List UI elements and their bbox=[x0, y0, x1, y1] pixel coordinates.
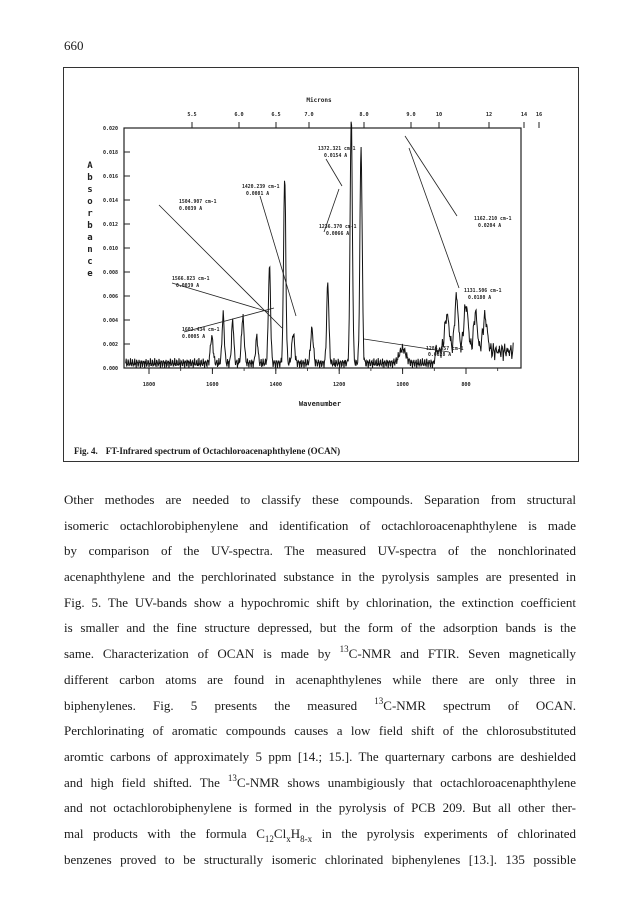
y-tick-label: 0.016 bbox=[102, 174, 118, 180]
svg-text:1131.506 cm-1: 1131.506 cm-1 bbox=[464, 289, 502, 294]
y-axis-letter: c bbox=[87, 257, 93, 267]
y-axis-letter: e bbox=[87, 269, 93, 279]
svg-text:0.0005 A: 0.0005 A bbox=[182, 335, 206, 340]
top-tick-label: 8.0 bbox=[359, 112, 369, 118]
y-tick-label: 0.018 bbox=[102, 150, 118, 156]
y-axis-letter: o bbox=[87, 197, 93, 207]
y-tick-label: 0.008 bbox=[102, 270, 118, 276]
x-tick-label: 1600 bbox=[206, 382, 219, 388]
y-axis-letter: a bbox=[87, 233, 93, 243]
top-tick-label: 12 bbox=[485, 112, 493, 118]
x-tick-label: 1800 bbox=[142, 382, 156, 388]
annotation-1602 bbox=[182, 327, 220, 340]
y-tick-label: 0.006 bbox=[102, 294, 118, 300]
y-axis-letter: r bbox=[87, 209, 93, 219]
y-axis-letter: s bbox=[87, 185, 93, 195]
top-axis-title: Microns bbox=[306, 97, 332, 104]
y-axis-ticks bbox=[103, 126, 130, 372]
svg-text:0.0204 A: 0.0204 A bbox=[478, 224, 502, 229]
x-tick-label: 1000 bbox=[396, 382, 409, 388]
text-line: Fig. 5. The UV-bands show a hypochromic shift by chlorination, the extinction coefficient bbox=[64, 594, 576, 610]
figure-caption-text: FT-Infrared spectrum of Octachloroacenaphthylene (OCAN) bbox=[105, 446, 341, 456]
top-axis-ticks bbox=[187, 112, 542, 128]
text-line: mal products with the formula $C_{12}Cl_xH_{8-x}$ in the pyrolysis experiments of chlorinated bbox=[64, 825, 576, 844]
y-tick-label: 0.020 bbox=[102, 126, 118, 132]
text-line: and high field shifted. The $^{13}$C-NMR shows unambigiously that octachloroacenaphthylene bbox=[64, 772, 577, 790]
svg-text:0.0028 A: 0.0028 A bbox=[428, 353, 452, 358]
svg-text:0.0154 A: 0.0154 A bbox=[324, 154, 348, 159]
y-tick-label: 0.010 bbox=[102, 246, 118, 252]
x-tick-label: 1200 bbox=[332, 382, 346, 388]
y-axis-label bbox=[87, 161, 93, 279]
annotation-1372 bbox=[318, 146, 356, 159]
svg-text:1372.321 cm-1: 1372.321 cm-1 bbox=[318, 147, 356, 152]
x-tick-label: 800 bbox=[461, 382, 471, 388]
x-axis-ticks bbox=[143, 368, 498, 388]
annotation-1131 bbox=[464, 288, 502, 301]
y-axis-letter: b bbox=[87, 221, 93, 231]
svg-text:0.0039 A: 0.0039 A bbox=[176, 284, 200, 289]
text-line: benzenes proved to be structurally isomeric chlorinated biphenylenes [13.]. 135 possible bbox=[64, 851, 576, 867]
top-tick-label: 14 bbox=[520, 112, 528, 118]
x-tick-label: 1400 bbox=[269, 382, 283, 388]
y-tick-label: 0.000 bbox=[102, 366, 118, 372]
page-number: 660 bbox=[64, 38, 84, 53]
text-line: Other methodes are needed to classify these compounds. Separation from structural bbox=[64, 492, 576, 507]
svg-text:0.0081 A: 0.0081 A bbox=[246, 192, 270, 197]
body-paragraph bbox=[64, 487, 576, 872]
svg-text:1236.370 cm-1: 1236.370 cm-1 bbox=[319, 225, 357, 230]
svg-text:0.0180 A: 0.0180 A bbox=[468, 296, 492, 301]
y-axis-letter: A bbox=[87, 161, 93, 171]
annotation-1420 bbox=[242, 184, 280, 197]
figure-frame bbox=[63, 67, 579, 462]
text-line: and not octachlorobiphenylene is formed in the pyrolysis of PCB 209. But all other ther- bbox=[64, 800, 576, 816]
annotation-leaders bbox=[159, 136, 459, 352]
svg-text:1286.657 cm-1: 1286.657 cm-1 bbox=[426, 347, 464, 352]
text-line: by comparison of the UV-spectra. The measured UV-spectra of the nonchlorinated bbox=[64, 543, 576, 559]
text-line: acenaphthylene and the perchlorinated substance in the pyrolysis samples are presented in bbox=[64, 569, 576, 585]
figure-caption bbox=[74, 446, 340, 456]
top-tick-label: 5.5 bbox=[187, 112, 197, 118]
top-tick-label: 9.0 bbox=[406, 112, 416, 118]
ir-spectrum-figure bbox=[64, 68, 580, 463]
y-axis-letter: b bbox=[87, 173, 93, 183]
annotation-1566 bbox=[172, 276, 210, 289]
svg-text:1420.239 cm-1: 1420.239 cm-1 bbox=[242, 185, 280, 190]
y-tick-label: 0.002 bbox=[102, 342, 118, 348]
annotation-1504 bbox=[179, 199, 217, 212]
y-axis-letter: n bbox=[87, 245, 93, 255]
figure-label: Fig. 4. bbox=[74, 446, 98, 456]
svg-text:1566.823 cm-1: 1566.823 cm-1 bbox=[172, 277, 210, 282]
y-tick-label: 0.012 bbox=[102, 222, 118, 228]
top-tick-label: 16 bbox=[535, 112, 543, 118]
svg-text:0.0039 A: 0.0039 A bbox=[179, 207, 203, 212]
y-tick-label: 0.014 bbox=[102, 198, 118, 204]
top-tick-label: 6.0 bbox=[234, 112, 244, 118]
annotation-1286 bbox=[426, 346, 464, 358]
svg-text:1162.210 cm-1: 1162.210 cm-1 bbox=[474, 217, 512, 222]
top-tick-label: 6.5 bbox=[271, 112, 281, 118]
text-line: is smaller and the fine structure depressed, but the form of the adsorption bands is the bbox=[64, 620, 576, 636]
x-axis-label: Wavenumber bbox=[298, 400, 342, 408]
svg-text:1602.434 cm-1: 1602.434 cm-1 bbox=[182, 328, 220, 333]
svg-text:0.0066 A: 0.0066 A bbox=[326, 232, 350, 237]
top-tick-label: 10 bbox=[435, 112, 443, 118]
text-line: isomeric octachlorobiphenylene and identification of octachloroacenaphthylene is made bbox=[64, 517, 576, 533]
svg-text:1504.907 cm-1: 1504.907 cm-1 bbox=[179, 200, 217, 205]
top-tick-label: 7.0 bbox=[304, 112, 314, 118]
text-line: Perchlorinating of aromatic compounds causes a low field shift of the chlorosubstituted bbox=[64, 723, 576, 739]
text-line: aromtic carbons of approximately 5 ppm [14.; 15.]. The quarternary carbons are deshielded bbox=[64, 748, 576, 764]
annotation-1162 bbox=[474, 216, 512, 229]
text-line: biphenylenes. Fig. 5 presents the measured $^{13}$C-NMR spectrum of OCAN. bbox=[64, 695, 576, 713]
text-line: same. Characterization of OCAN is made by $^{13}$C-NMR and FTIR. Seven magnetically bbox=[64, 644, 576, 662]
y-tick-label: 0.004 bbox=[102, 318, 118, 324]
text-line: different carbon atoms are found in acenaphthylenes while there are only three in bbox=[64, 671, 576, 687]
